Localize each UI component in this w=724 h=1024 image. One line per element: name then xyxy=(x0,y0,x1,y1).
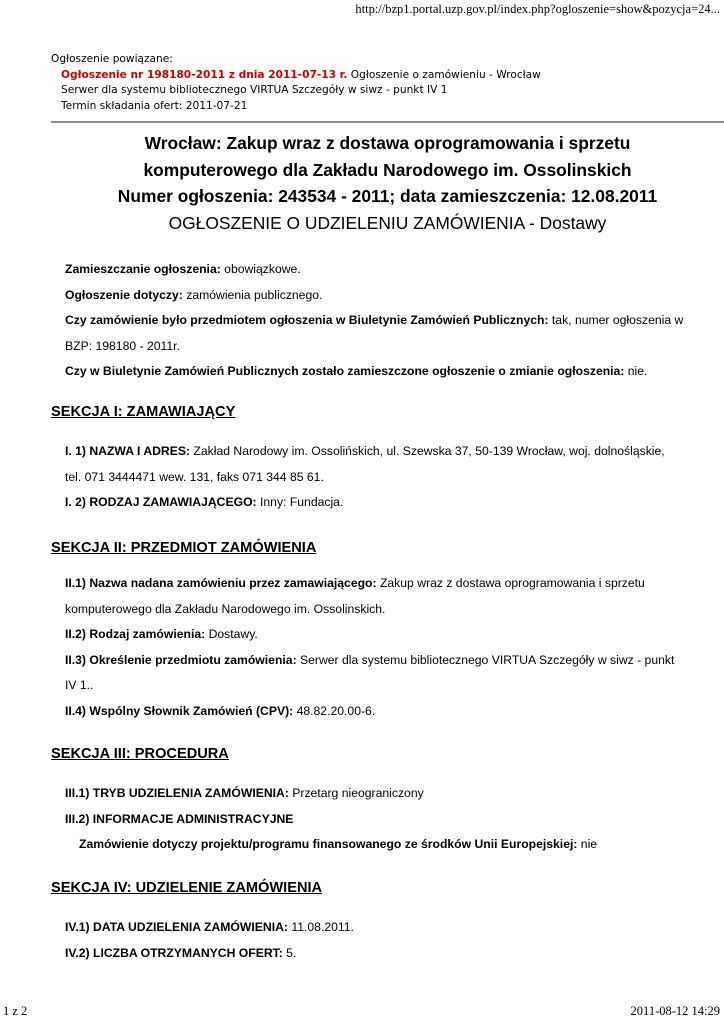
s3-line-c xyxy=(65,832,597,858)
s4-a-label: IV.1) DATA UDZIELENIA ZAMÓWIENIA: xyxy=(65,920,288,934)
s3-line-b xyxy=(65,807,597,833)
s3-line-a xyxy=(65,781,597,807)
intro-l1-value: obowiązkowe. xyxy=(220,262,301,276)
s2-a-value: Zakup wraz z dostawa oprogramowania i sprzetu xyxy=(376,576,645,590)
section-2-body xyxy=(65,571,674,724)
intro-l4-label: Czy w Biuletynie Zamówień Publicznych zostało zamieszczone ogłoszenie o zmianie ogłoszenia: xyxy=(65,364,625,378)
s2-line-d xyxy=(65,699,674,725)
intro-line-3-cont: BZP: 198180 - 2011r. xyxy=(65,338,180,353)
section-3-heading: SEKCJA III: PROCEDURA xyxy=(51,746,229,762)
s1-b-label: I. 2) RODZAJ ZAMAWIAJĄCEGO: xyxy=(65,495,257,509)
related-notice-link[interactable]: Ogłoszenie nr 198180-2011 z dnia 2011-07-13 r. xyxy=(61,68,348,81)
s4-a-value: 11.08.2011. xyxy=(287,920,354,934)
s4-line-b xyxy=(65,941,354,967)
s4-b-label: IV.2) LICZBA OTRZYMANYCH OFERT: xyxy=(65,945,283,960)
s1-b-value: Inny: Fundacja. xyxy=(256,495,344,509)
s2-b-value: Dostawy. xyxy=(205,627,258,641)
section-1-body xyxy=(65,439,665,516)
s2-line-c xyxy=(65,648,674,674)
intro-line-1 xyxy=(65,257,683,283)
related-line-2: Serwer dla systemu bibliotecznego VIRTUA Szczegóły w siwz - punkt IV 1 xyxy=(61,84,448,96)
intro-l2-label: Ogłoszenie dotyczy: xyxy=(65,287,183,302)
related-label: Ogłoszenie powiązane: xyxy=(51,53,173,65)
s3-c-value: nie xyxy=(577,837,598,851)
s3-b-label: III.2) INFORMACJE ADMINISTRACYJNE xyxy=(65,811,294,826)
intro-l4-value: nie. xyxy=(624,364,648,378)
s1-a-label: I. 1) NAZWA I ADRES: xyxy=(65,444,191,458)
s4-line-a xyxy=(65,915,354,941)
related-line-3: Termin składania ofert: 2011-07-21 xyxy=(61,99,248,112)
s1-line-a-cont: tel. 071 3444471 wew. 131, faks 071 344 85 61. xyxy=(65,469,324,484)
s2-d-value: 48.82.20.00-6. xyxy=(293,703,376,718)
s1-line-a xyxy=(65,439,665,465)
print-header-url: http://bzp1.portal.uzp.gov.pl/index.php?ogloszenie=show&pozycja=24... xyxy=(355,2,720,16)
divider xyxy=(51,121,724,123)
related-link-rest: Ogłoszenie o zamówieniu - Wrocław xyxy=(347,68,541,81)
intro-l2-value: zamówienia publicznego. xyxy=(182,287,323,302)
intro-l3-label: Czy zamówienie było przedmiotem ogłoszenia w Biuletynie Zamówień Publicznych: xyxy=(65,313,549,327)
title-line-1: Wrocław: Zakup wraz z dostawa oprogramowania i sprzetu xyxy=(144,133,631,153)
s3-c-label: Zamówienie dotyczy projektu/programu finansowanego ze środków Unii Europejskiej: xyxy=(79,837,578,851)
intro-l1-label: Zamieszczanie ogłoszenia: xyxy=(65,262,221,276)
s2-c-value: Serwer dla systemu bibliotecznego VIRTUA Szczegóły w siwz - punkt xyxy=(296,652,675,667)
s2-c-label: II.3) Określenie przedmiotu zamówienia: xyxy=(65,652,297,667)
s2-line-a-cont: komputerowego dla Zakładu Narodowego im. Ossolinskich. xyxy=(65,601,386,616)
s2-b-label: II.2) Rodzaj zamówienia: xyxy=(65,627,206,641)
s1-line-b xyxy=(65,490,665,516)
intro-line-2 xyxy=(65,283,683,309)
s2-line-b xyxy=(65,622,674,648)
s3-a-label: III.1) TRYB UDZIELENIA ZAMÓWIENIA: xyxy=(65,786,289,800)
section-1-heading: SEKCJA I: ZAMAWIAJĄCY xyxy=(51,404,236,420)
s3-a-value: Przetarg nieograniczony xyxy=(288,786,424,800)
title-line-2: komputerowego dla Zakładu Narodowego im. Ossolinskich xyxy=(143,159,632,180)
intro-l3-value: tak, numer ogłoszenia w xyxy=(548,313,684,327)
intro-block xyxy=(65,257,683,385)
s2-a-label: II.1) Nazwa nadana zamówieniu przez zamawiającego: xyxy=(65,576,377,590)
s4-b-value: 5. xyxy=(282,945,297,960)
intro-line-3 xyxy=(65,308,683,334)
notice-title xyxy=(51,130,724,236)
s1-a-value: Zakład Narodowy im. Ossolińskich, ul. Szewska 37, 50-139 Wrocław, woj. dolnośląskie, xyxy=(190,444,665,458)
section-4-heading: SEKCJA IV: UDZIELENIE ZAMÓWIENIA xyxy=(51,880,323,896)
s2-line-a xyxy=(65,571,674,597)
section-3-body xyxy=(65,781,597,858)
related-line-1 xyxy=(51,68,541,84)
related-notices xyxy=(51,52,541,114)
section-2-heading: SEKCJA II: PRZEDMIOT ZAMÓWIENIA xyxy=(51,540,317,556)
print-footer-page: 1 z 2 xyxy=(3,1004,28,1018)
title-line-3: Numer ogłoszenia: 243534 - 2011; data zamieszczenia: 12.08.2011 xyxy=(117,186,658,206)
s2-d-label: II.4) Wspólny Słownik Zamówień (CPV): xyxy=(65,703,294,718)
title-line-4: OGŁOSZENIE O UDZIELENIU ZAMÓWIENIA - Dostawy xyxy=(168,212,607,233)
s2-line-c-cont: IV 1.. xyxy=(65,678,94,692)
intro-line-4 xyxy=(65,359,683,385)
print-footer-datetime: 2011-08-12 14:29 xyxy=(630,1004,720,1018)
section-4-body xyxy=(65,915,354,966)
